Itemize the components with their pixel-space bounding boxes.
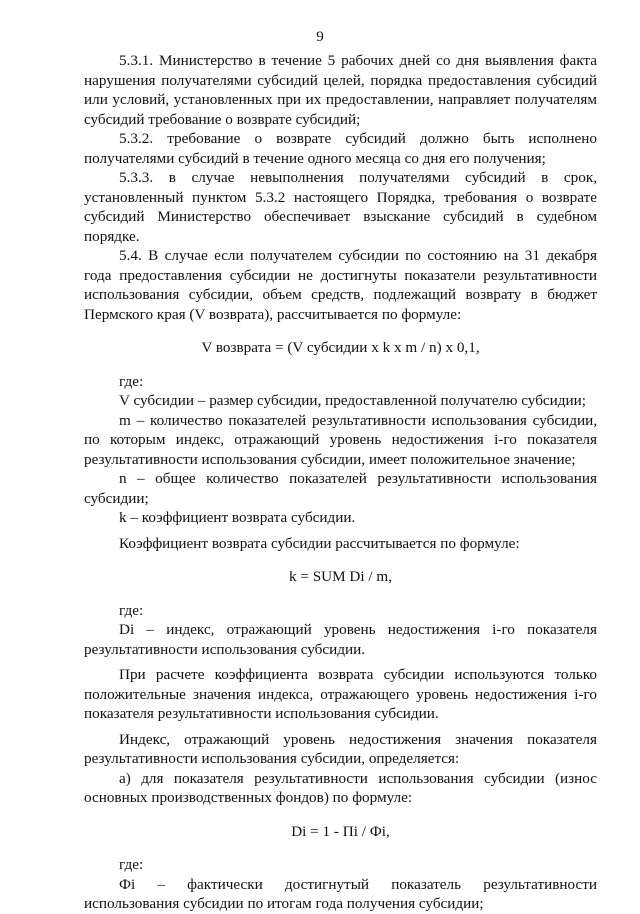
page-number: 9 (316, 29, 324, 45)
where-label: где: (119, 372, 144, 390)
index-intro: Индекс, отражающий уровень недостижения значения показателя результативности использования субсидии, определяется: (84, 730, 597, 767)
definition-v: V субсидии – размер субсидии, предоставленной получателю субсидии; (119, 392, 586, 409)
formula-di: Di = 1 - Пi / Фi, (291, 822, 390, 840)
formula-k: k = SUM Di / m, (288, 568, 393, 585)
positive-values-note: При расчете коэффициента возврата субсидии используются только положительные значения индекса, отражающего уровень недостижения i-го показателя результативности использования субсидии. (84, 666, 597, 722)
item-a: а) для показателя результативности использования субсидии (износ основных производственных фондов) по формуле: (84, 769, 597, 806)
k-formula-intro: Коэффициент возврата субсидии рассчитывается по формуле: (119, 534, 520, 552)
definition-n: n – общее количество показателей результативности использования субсидии; (84, 470, 597, 507)
paragraph-5-4: 5.4. В случае если получателем субсидии по состоянию на 31 декабря года предоставления субсидии не достигнуты показатели результативности использования субсидии, объем средств, подлежащий возврату в бюджет Пермского края (V возврата), рассчитывается по формуле: (84, 247, 597, 323)
definition-m: m – количество показателей результативности использования субсидии, по которым индекс, отражающий уровень недостижения i-го показателя результативности использования субсидии, имеет положительное значение; (84, 411, 597, 468)
definition-fi: Фi – фактически достигнутый показатель результативности использования субсидии по итогам года получения субсидии; (84, 875, 597, 912)
where-label: где: (119, 856, 144, 873)
paragraph-5-3-2: 5.3.2. требование о возврате субсидий должно быть исполнено получателями субсидий в течение одного месяца со дня его получения; (84, 130, 597, 167)
paragraph-5-3-3: 5.3.3. в случае невыполнения получателями субсидий в срок, установленный пунктом 5.3.2 настоящего Порядка, требования о возврате субсидий Министерство обеспечивает взыскание субсидий в судебном порядке. (84, 169, 597, 245)
definition-k: k – коэффициент возврата субсидии. (119, 509, 356, 526)
definition-di: Di – индекс, отражающий уровень недостижения i-го показателя результативности использования субсидии. (84, 621, 597, 658)
paragraph-5-3-1: 5.3.1. Министерство в течение 5 рабочих дней со дня выявления факта нарушения получателями субсидий целей, порядка предоставления субсидий или условий, установленных при их предоставлении, направляет получателям субсидий требование о возврате субсидий; (84, 52, 597, 128)
where-label: где: (119, 601, 144, 619)
document-body (84, 51, 597, 914)
formula-v-return: V возврата = (V субсидии x k x m / n) x 0,1, (201, 339, 480, 356)
